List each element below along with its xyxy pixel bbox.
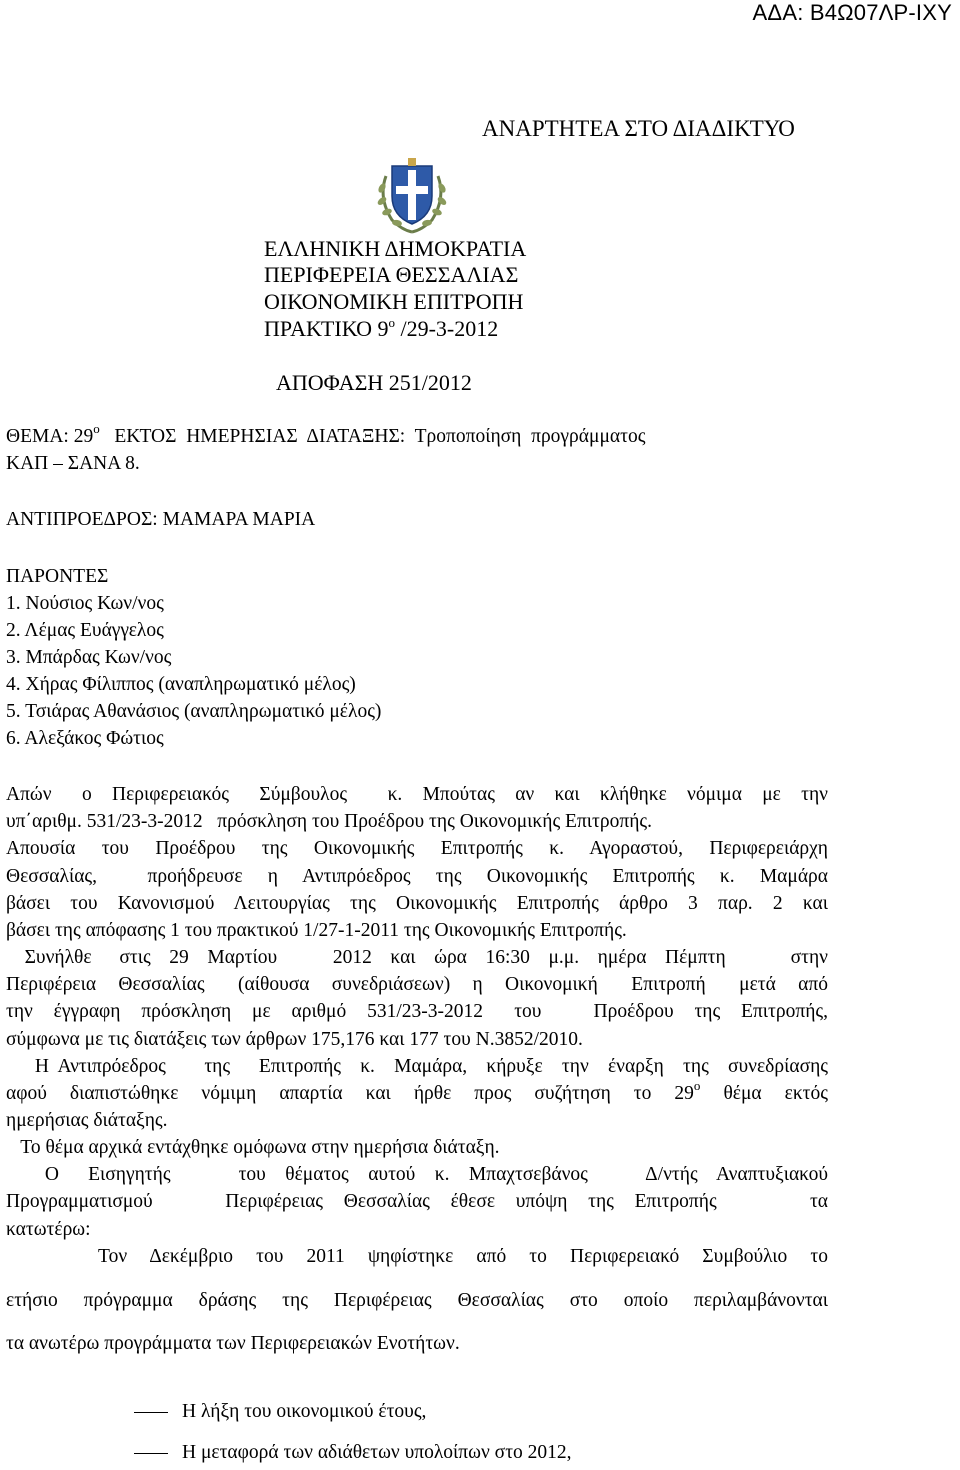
list-item: 6. Αλεξάκος Φώτιος (6, 728, 164, 749)
header-committee: ΟΙΚΟΝΟΜΙΚΗ ΕΠΙΤΡΟΠΗ (264, 289, 524, 314)
body-line: Ο Εισηγητής του θέματος αυτού κ. Μπαχτσεβάνος Δ/ντής Αναπτυξιακού (6, 1164, 828, 1185)
dash-bullet-icon (134, 1453, 168, 1454)
body-line: βάσει του Κανονισμού Λειτουργίας της Οικονομικής Επιτροπής άρθρο 3 παρ. 2 και (6, 893, 828, 914)
posting-notice: ΑΝΑΡΤΗΤΕΑ ΣΤΟ ΔΙΑΔΙΚΤΥΟ (482, 116, 795, 141)
body-line: αφού διαπιστώθηκε νόμιμη απαρτία και ήρθε προς συζήτηση το $29^o$ θέμα εκτός (6, 1078, 828, 1104)
body-line: σύμφωνα με τις διατάξεις των άρθρων 175,176 και 177 του Ν.3852/2010. (6, 1029, 583, 1050)
dash-bullet-icon (134, 1412, 168, 1413)
body-line: Θεσσαλίας, προήδρευσε η Αντιπρόεδρος της Οικονομικής Επιτροπής κ. Μαμάρα (6, 866, 828, 887)
body-line: ετήσιο πρόγραμμα δράσης της Περιφέρειας Θεσσαλίας στο οποίο περιλαμβάνονται (6, 1290, 828, 1311)
list-item: 4. Χήρας Φίλιππος (αναπληρωματικό μέλος) (6, 674, 356, 695)
body-line: Τον Δεκέμβριο του 2011 ψηφίστηκε από το Περιφερειακό Συμβούλιο το (6, 1246, 828, 1267)
subject-line: ΘΕΜΑ: $29^o$ ΕΚΤΟΣ ΗΜΕΡΗΣΙΑΣ ΔΙΑΤΑΞΗΣ: Τροποποίηση προγράμματος (6, 421, 646, 447)
list-item: 5. Τσιάρας Αθανάσιος (αναπληρωματικό μέλος) (6, 701, 382, 722)
list-item: 1. Νούσιος Κων/νος (6, 593, 164, 614)
body-line: ημερήσιας διάταξης. (6, 1110, 168, 1131)
body-line: Απών ο Περιφερειακός Σύμβουλος κ. Μπούτας αν και κλήθηκε νόμιμα με την (6, 784, 828, 805)
list-item: 3. Μπάρδας Κων/νος (6, 647, 172, 668)
body-line: Περιφέρεια Θεσσαλίας (αίθουσα συνεδριάσεων) η Οικονομική Επιτροπή μετά από (6, 974, 828, 995)
body-line: Προγραμματισμού Περιφέρειας Θεσσαλίας έθεσε υπόψη της Επιτροπής τα (6, 1191, 828, 1212)
decision-number: ΑΠΟΦΑΣΗ 251/2012 (276, 370, 472, 395)
body-line: Το θέμα αρχικά εντάχθηκε ομόφωνα στην ημερήσια διάταξη. (6, 1137, 500, 1158)
vice-chair: ΑΝΤΙΠΡΟΕΔΡΟΣ: ΜΑΜΑΡΑ ΜΑΡΙΑ (6, 509, 316, 530)
body-line: την έγγραφη πρόσκληση με αριθμό 531/23-3-2012 του Προέδρου της Επιτροπής, (6, 1001, 828, 1022)
body-line: βάσει της απόφασης 1 του πρακτικού 1/27-1-2011 της Οικονομικής Επιτροπής. (6, 920, 627, 941)
body-line: Η Αντιπρόεδρος της Επιτροπής κ. Μαμάρα, κήρυξε την έναρξη της συνεδρίασης (6, 1056, 828, 1077)
body-line: κατωτέρω: (6, 1219, 91, 1240)
ada-code: ΑΔΑ: Β4Ω07ΛΡ-ΙΧΥ (752, 0, 952, 25)
subject-line-2: ΚΑΠ – ΣΑΝΑ 8. (6, 453, 140, 474)
greek-emblem-icon (370, 146, 454, 236)
body-line: τα ανωτέρω προγράμματα των Περιφερειακών Ενοτήτων. (6, 1333, 460, 1354)
header-minutes: ΠΡΑΚΤΙΚΟ $9^o$ /29-3-2012 (264, 315, 499, 341)
body-line: Συνήλθε στις 29 Μαρτίου 2012 και ώρα 16:30 μ.μ. ημέρα Πέμπτη στην (6, 947, 828, 968)
list-item: Η λήξη του οικονομικού έτους, (134, 1401, 426, 1423)
body-line: Απουσία του Προέδρου της Οικονομικής Επιτροπής κ. Αγοραστού, Περιφερειάρχη (6, 838, 828, 859)
body-line: υπ΄αριθμ. 531/23-3-2012 πρόσκληση του Προέδρου της Οικονομικής Επιτροπής. (6, 811, 653, 832)
present-label: ΠΑΡΟΝΤΕΣ (6, 566, 109, 587)
header-region: ΠΕΡΙΦΕΡΕΙΑ ΘΕΣΣΑΛΙΑΣ (264, 262, 519, 287)
list-item: 2. Λέμας Ευάγγελος (6, 620, 164, 641)
list-item: Η μεταφορά των αδιάθετων υπολοίπων στο 2012, (134, 1442, 572, 1464)
header-country: ΕΛΛΗΝΙΚΗ ΔΗΜΟΚΡΑΤΙΑ (264, 236, 527, 261)
